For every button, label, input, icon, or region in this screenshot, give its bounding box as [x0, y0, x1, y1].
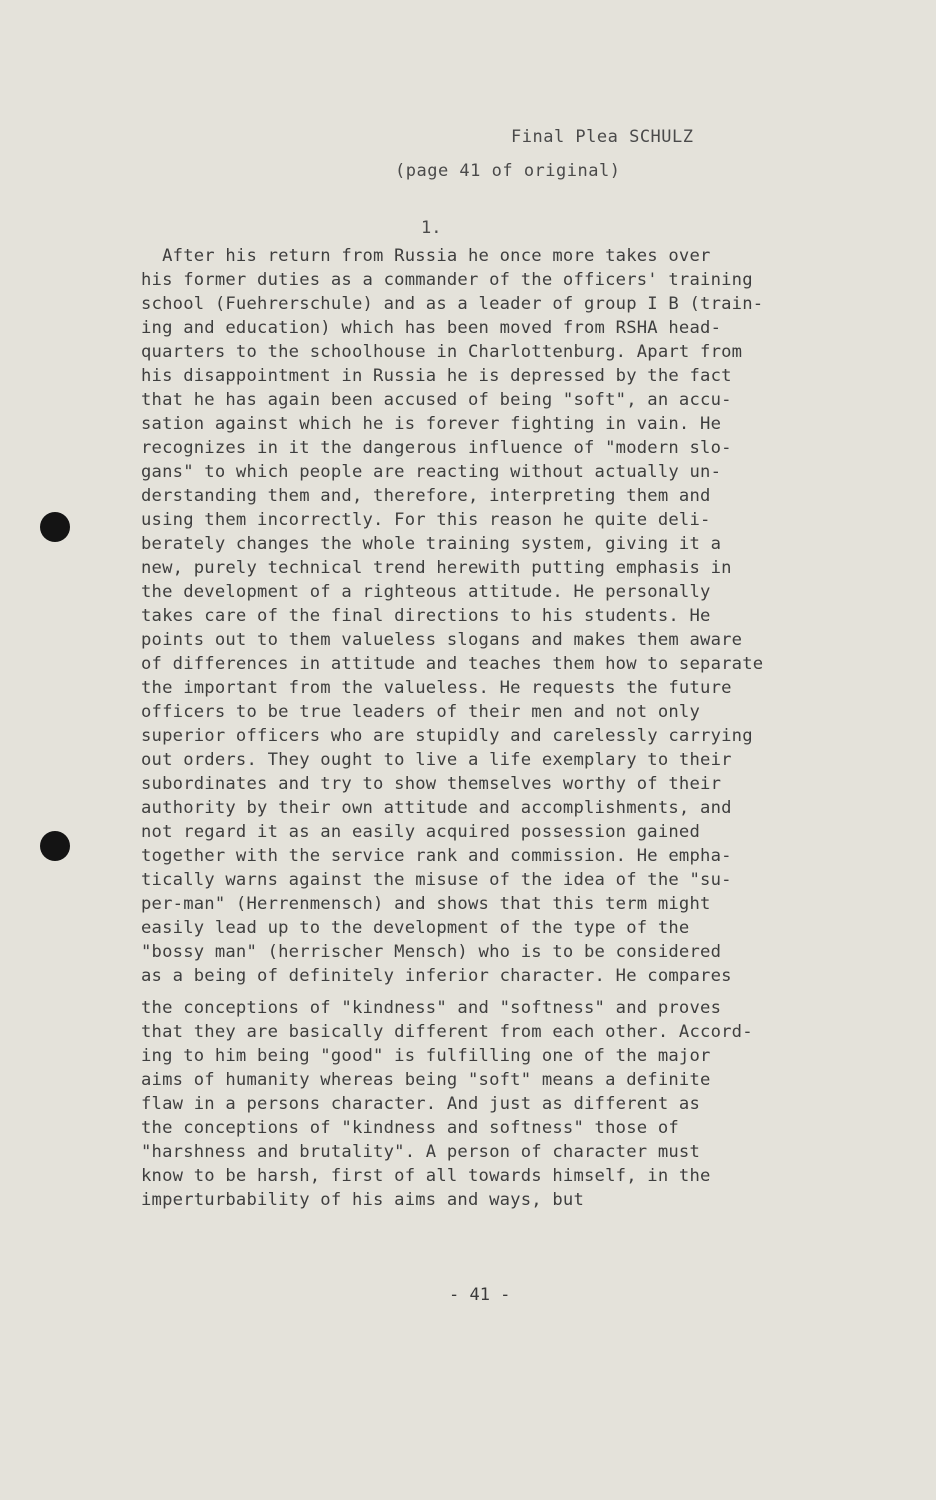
- text-line: his disappointment in Russia he is depressed by the fact: [141, 366, 732, 386]
- text-line: "harshness and brutality". A person of character must: [141, 1142, 701, 1162]
- text-line: new, purely technical trend herewith putting emphasis in: [141, 558, 732, 578]
- punch-hole: [40, 831, 70, 861]
- text-line: authority by their own attitude and accomplishments, and: [141, 798, 732, 818]
- text-line: ing to him being "good" is fulfilling one of the major: [141, 1046, 711, 1066]
- text-line: the conceptions of "kindness and softness" those of: [141, 1118, 679, 1138]
- text-line: takes care of the final directions to his students. He: [141, 606, 711, 626]
- section-number: 1.: [421, 218, 442, 238]
- text-line: out orders. They ought to live a life exemplary to their: [141, 750, 732, 770]
- text-line: flaw in a persons character. And just as different as: [141, 1094, 701, 1114]
- text-line: recognizes in it the dangerous influence of "modern slo-: [141, 438, 732, 458]
- text-line: together with the service rank and commission. He empha-: [141, 846, 732, 866]
- text-line: school (Fuehrerschule) and as a leader of group I B (train-: [141, 294, 764, 314]
- text-line: ing and education) which has been moved from RSHA head-: [141, 318, 722, 338]
- text-line: aims of humanity whereas being "soft" means a definite: [141, 1070, 711, 1090]
- text-line: points out to them valueless slogans and makes them aware: [141, 630, 743, 650]
- original-page-reference: (page 41 of original): [395, 161, 621, 181]
- text-line: of differences in attitude and teaches them how to separate: [141, 654, 764, 674]
- text-line: gans" to which people are reacting without actually un-: [141, 462, 722, 482]
- text-line: After his return from Russia he once more takes over: [141, 246, 711, 266]
- page-number: - 41 -: [449, 1285, 511, 1305]
- text-line: the development of a righteous attitude. He personally: [141, 582, 711, 602]
- text-line: sation against which he is forever fighting in vain. He: [141, 414, 722, 434]
- text-line: tically warns against the misuse of the idea of the "su-: [141, 870, 732, 890]
- text-line: the conceptions of "kindness" and "softness" and proves: [141, 998, 722, 1018]
- line-gap: [141, 988, 841, 996]
- text-line: not regard it as an easily acquired possession gained: [141, 822, 701, 842]
- text-line: as a being of definitely inferior character. He compares: [141, 966, 732, 986]
- text-line: superior officers who are stupidly and carelessly carrying: [141, 726, 753, 746]
- text-line: derstanding them and, therefore, interpreting them and: [141, 486, 711, 506]
- text-line: that he has again been accused of being "soft", an accu-: [141, 390, 732, 410]
- document-header: Final Plea SCHULZ: [511, 127, 694, 147]
- punch-hole: [40, 512, 70, 542]
- text-line: the important from the valueless. He requests the future: [141, 678, 732, 698]
- text-line: his former duties as a commander of the officers' training: [141, 270, 753, 290]
- text-line: quarters to the schoolhouse in Charlottenburg. Apart from: [141, 342, 743, 362]
- text-line: berately changes the whole training system, giving it a: [141, 534, 722, 554]
- text-line: using them incorrectly. For this reason he quite deli-: [141, 510, 711, 530]
- text-line: know to be harsh, first of all towards himself, in the: [141, 1166, 711, 1186]
- text-line: per-man" (Herrenmensch) and shows that this term might: [141, 894, 711, 914]
- text-line: officers to be true leaders of their men and not only: [141, 702, 701, 722]
- body-text: [141, 244, 841, 1212]
- text-line: imperturbability of his aims and ways, but: [141, 1190, 585, 1210]
- text-line: easily lead up to the development of the type of the: [141, 918, 690, 938]
- text-line: "bossy man" (herrischer Mensch) who is to be considered: [141, 942, 722, 962]
- text-line: that they are basically different from each other. Accord-: [141, 1022, 753, 1042]
- text-line: subordinates and try to show themselves worthy of their: [141, 774, 722, 794]
